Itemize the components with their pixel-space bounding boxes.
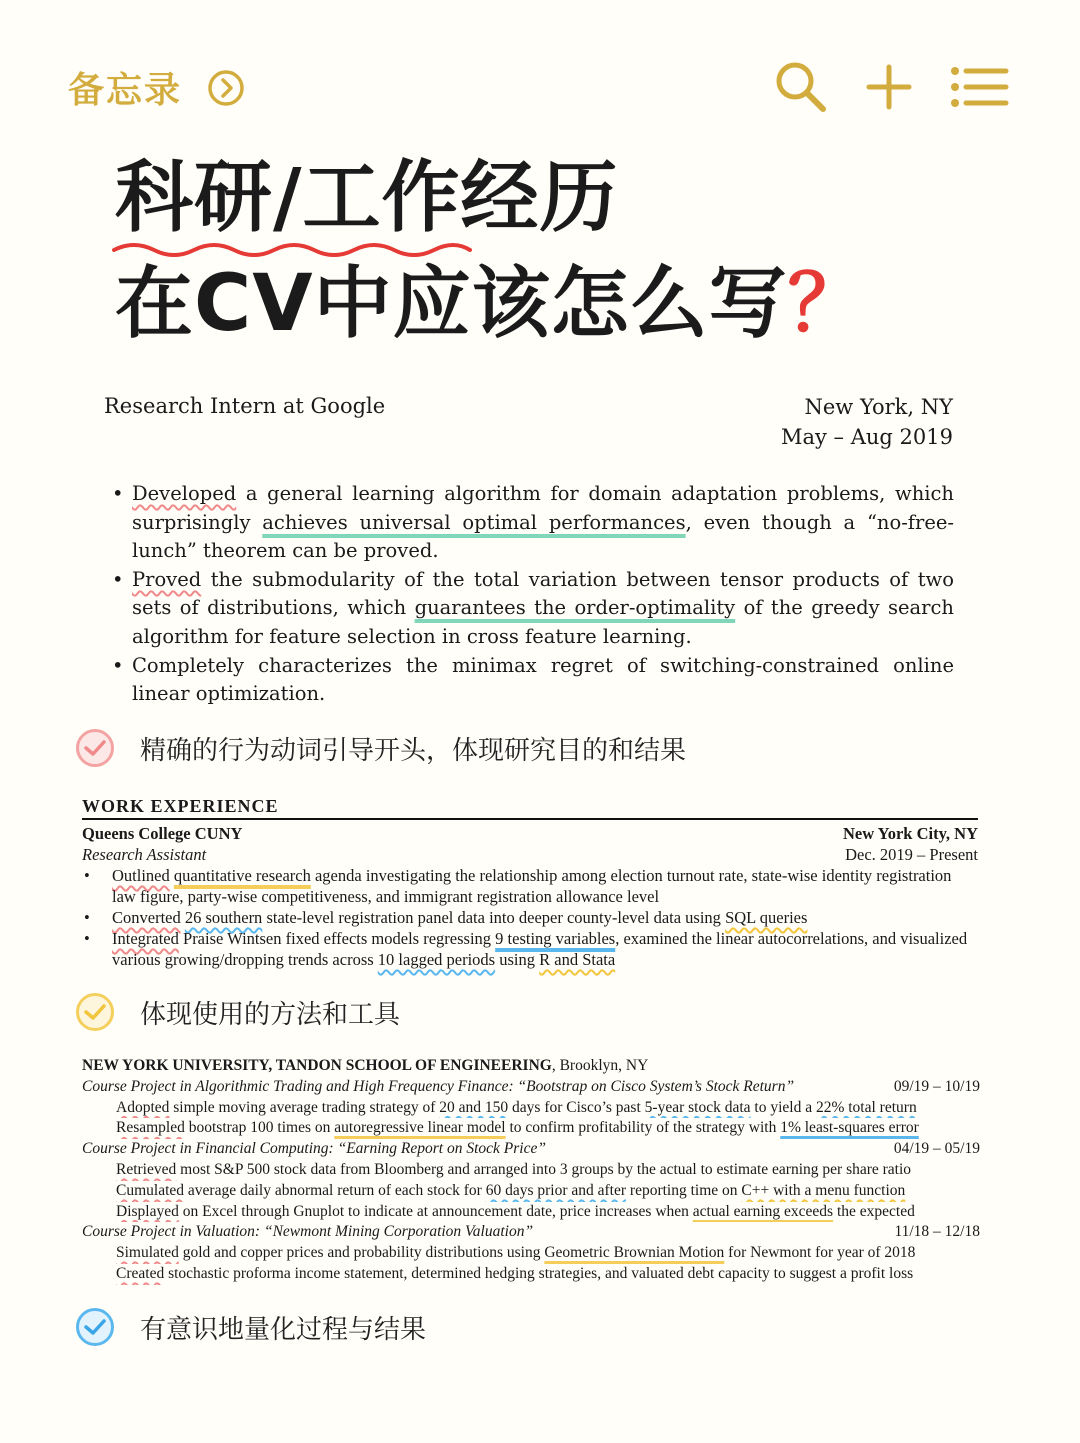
role: Research Assistant: [82, 845, 207, 864]
question-mark: ？: [787, 259, 867, 349]
headline-line-1: 科研/工作经历: [115, 153, 619, 243]
list-menu-icon[interactable]: [950, 66, 1010, 108]
list-item: • Created stochastic proforma income statement, determined hedging strategies, and valuated debt capacity to suggest a profit loss: [116, 1264, 980, 1285]
project-dates: 04/19 – 05/19: [893, 1140, 980, 1158]
section-heading: WORK EXPERIENCE: [82, 796, 978, 820]
org-location: New York City, NY: [842, 824, 978, 843]
school-city: , Brooklyn, NY: [551, 1057, 649, 1074]
resume3: [82, 1056, 980, 1285]
app-title-label: 备忘录: [68, 70, 183, 111]
search-icon[interactable]: [774, 60, 828, 114]
resume2: [82, 796, 978, 970]
school-line: [82, 1056, 980, 1077]
list-item: • Adopted simple moving average trading strategy of 20 and 150 days for Cisco’s past 5-year stock data to yield a 22% total return: [116, 1098, 980, 1119]
project-dates: 11/18 – 12/18: [894, 1223, 980, 1241]
list-item: • Retrieved most S&P 500 stock data from Bloomberg and arranged into 3 groups by the actual to estimate earning per share ratio: [116, 1160, 980, 1181]
check-circle-icon: [76, 729, 114, 767]
app-title[interactable]: [68, 62, 182, 113]
list-item: • Simulated gold and copper prices and probability distributions using Geometric Brownian Motion for Newmont for year of 2018: [116, 1243, 980, 1264]
list-item: • Cumulated average daily abnormal return of each stock for 60 days prior and after reporting time on C++ with a menu function: [116, 1181, 980, 1202]
resume1-title: Research Intern at Google: [104, 394, 386, 418]
resume1-bullets: [110, 480, 954, 709]
resume1-dates: May – Aug 2019: [781, 425, 953, 449]
tip-text: 精确的行为动词引导开头，体现研究目的和结果: [140, 735, 687, 766]
chevron-right-circle-icon[interactable]: [207, 69, 245, 107]
role-dates: Dec. 2019 – Present: [845, 845, 978, 864]
list-item: • Developed a general learning algorithm for domain adaptation problems, which surprisingly achieves universal optimal performances, even though a “no-free-lunch” theorem can be proved.: [132, 480, 954, 566]
project-title: Course Project in Valuation: “Newmont Mining Corporation Valuation”: [82, 1223, 534, 1241]
list-item: • Converted 26 southern state-level registration panel data into deeper county-level data using SQL queries: [112, 907, 978, 928]
headline-line-2: [115, 258, 867, 350]
list-item: • Displayed on Excel through Gnuplot to indicate at announcement date, price increases when actual earning exceeds the expected: [116, 1202, 980, 1223]
list-item: • Resampled bootstrap 100 times on autoregressive linear model to confirm profitability of the strategy with 1% least-squares error: [116, 1118, 980, 1139]
school-name: NEW YORK UNIVERSITY, TANDON SCHOOL OF ENGINEERING: [82, 1057, 552, 1074]
check-circle-icon: [76, 1308, 114, 1346]
resume1-meta: [781, 392, 953, 452]
headline-text: 在CV中应该怎么写: [115, 259, 788, 349]
tip-text: 体现使用的方法和工具: [140, 999, 401, 1030]
org-name: Queens College CUNY: [82, 824, 243, 843]
tip-3: [76, 1308, 426, 1346]
list-item: • Outlined quantitative research agenda investigating the relationship among election turnout rate, state-wise identity registration law figure, party-wise competitiveness, and immigrant registration allowance level: [112, 865, 978, 907]
tip-text: 有意识地量化过程与结果: [140, 1314, 427, 1345]
add-icon[interactable]: [866, 64, 912, 110]
check-circle-icon: [76, 993, 114, 1031]
project-title: Course Project in Financial Computing: “Earning Report on Stock Price”: [82, 1140, 546, 1158]
tip-1: [76, 729, 686, 767]
resume1-location: New York, NY: [804, 395, 953, 419]
list-item: • Integrated Praise Wintsen fixed effects models regressing 9 testing variables, examined the linear autocorrelations, and visualized various growing/dropping trends across 10 lagged periods using R and Stata: [112, 928, 978, 970]
list-item: • Proved the submodularity of the total variation between tensor products of two sets of distributions, which guarantees the order-optimality of the greedy search algorithm for feature selection in cross feature learning.: [132, 566, 954, 652]
tip-2: [76, 993, 400, 1031]
list-item: • Completely characterizes the minimax regret of switching-constrained online linear optimization.: [132, 652, 954, 709]
project-title: Course Project in Algorithmic Trading and High Frequency Finance: “Bootstrap on Cisco System’s Stock Return”: [82, 1077, 795, 1095]
project-dates: 09/19 – 10/19: [893, 1077, 980, 1095]
